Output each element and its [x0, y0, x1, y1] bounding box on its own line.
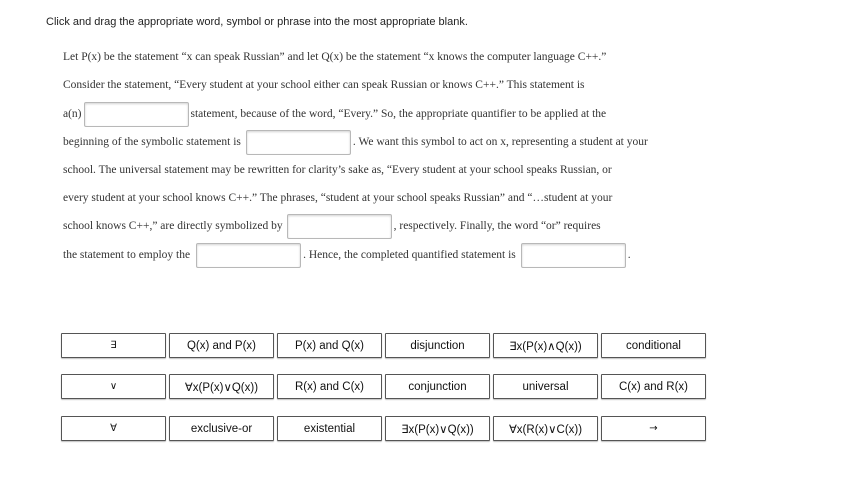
- tile-exists-conjunction-statement[interactable]: ∃x(P(x)∧Q(x)): [493, 333, 598, 358]
- tile-existential[interactable]: existential: [277, 416, 382, 441]
- passage-text: every student at your school knows C++.” The phrases, “student at your school speaks Russian” and “…student at your: [63, 192, 613, 204]
- tile-implies-arrow[interactable]: →: [601, 416, 706, 441]
- blank-predicates[interactable]: [287, 214, 392, 239]
- passage-text: the statement to employ the: [63, 249, 191, 261]
- passage-text: a(n): [63, 108, 82, 120]
- passage-text: Consider the statement, “Every student at your school either can speak Russian or knows C++.” This statement is: [63, 79, 585, 91]
- tile-forall-rc-statement[interactable]: ∀x(R(x)∨C(x)): [493, 416, 598, 441]
- blank-final-statement[interactable]: [521, 243, 626, 268]
- instruction-text: Click and drag the appropriate word, symbol or phrase into the most appropriate blank.: [46, 16, 468, 28]
- tile-or-symbol[interactable]: ∨: [61, 374, 166, 399]
- passage-text: . Hence, the completed quantified statement is: [303, 249, 516, 261]
- passage-text: beginning of the symbolic statement is: [63, 136, 241, 148]
- blank-statement-type[interactable]: [84, 102, 189, 127]
- tile-conditional[interactable]: conditional: [601, 333, 706, 358]
- passage-text: school. The universal statement may be rewritten for clarity’s sake as, “Every student at your school speaks Russian, or: [63, 164, 612, 176]
- tile-exists-disjunction-statement[interactable]: ∃x(P(x)∨Q(x)): [385, 416, 490, 441]
- tile-p-and-q[interactable]: P(x) and Q(x): [277, 333, 382, 358]
- passage-line-2: [63, 71, 585, 99]
- passage-line-5: [63, 156, 612, 184]
- passage-line-3: [63, 100, 606, 128]
- passage-text: school knows C++,” are directly symbolized by: [63, 220, 283, 232]
- passage-text: .: [627, 249, 631, 261]
- tile-disjunction[interactable]: disjunction: [385, 333, 490, 358]
- tile-c-and-r[interactable]: C(x) and R(x): [601, 374, 706, 399]
- passage-line-6: [63, 184, 612, 212]
- passage-line-1: [63, 43, 606, 71]
- passage-text: statement, because of the word, “Every.” So, the appropriate quantifier to be applied at the: [190, 108, 607, 120]
- tile-q-and-p[interactable]: Q(x) and P(x): [169, 333, 274, 358]
- tile-conjunction[interactable]: conjunction: [385, 374, 490, 399]
- tile-exists-symbol[interactable]: ∃: [61, 333, 166, 358]
- tile-r-and-c[interactable]: R(x) and C(x): [277, 374, 382, 399]
- passage-text: . We want this symbol to act on x, representing a student at your: [352, 136, 648, 148]
- tile-exclusive-or[interactable]: exclusive-or: [169, 416, 274, 441]
- passage-text: , respectively. Finally, the word “or” requires: [393, 220, 601, 232]
- passage-line-4: [63, 128, 648, 156]
- passage-line-8: [63, 241, 631, 269]
- blank-connective[interactable]: [196, 243, 301, 268]
- tile-forall-disjunction-statement[interactable]: ∀x(P(x)∨Q(x)): [169, 374, 274, 399]
- blank-quantifier[interactable]: [246, 130, 351, 155]
- passage-line-7: [63, 212, 601, 240]
- passage-text: Let P(x) be the statement “x can speak Russian” and let Q(x) be the statement “x knows the computer language C++.”: [63, 51, 607, 63]
- tile-universal[interactable]: universal: [493, 374, 598, 399]
- tile-forall-symbol[interactable]: ∀: [61, 416, 166, 441]
